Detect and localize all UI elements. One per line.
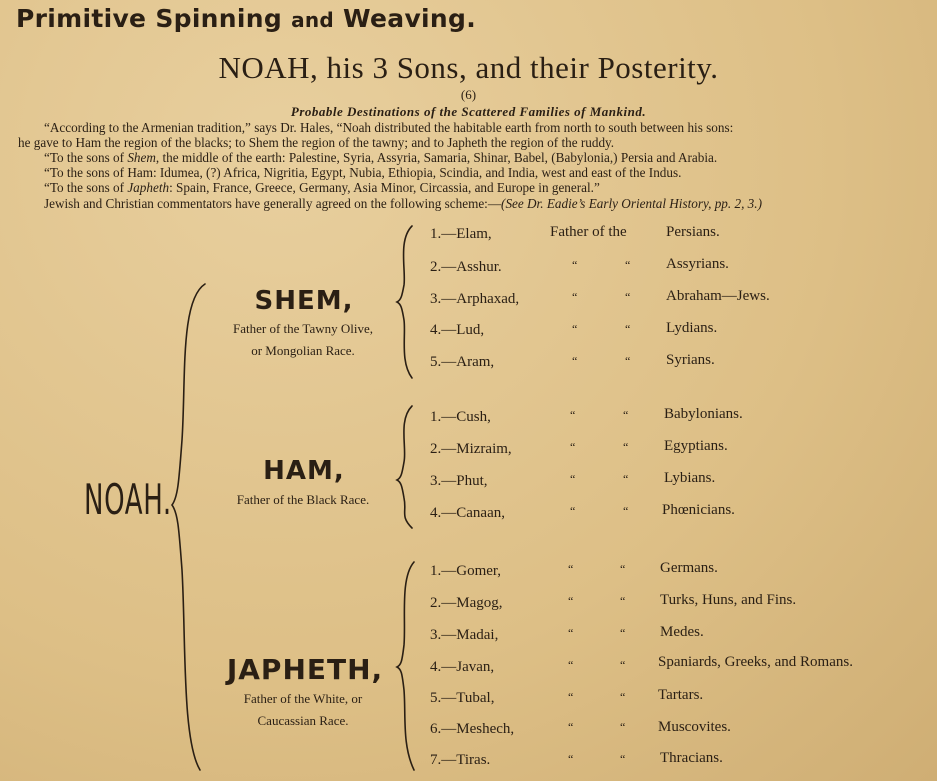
descendant-name: 5.—Aram,: [430, 354, 495, 370]
descendant-name: 3.—Madai,: [430, 627, 499, 643]
descendant-nation: Egyptians.: [664, 438, 728, 454]
ditto-mark: “: [568, 658, 574, 672]
ditto-mark: “: [572, 322, 578, 336]
noah-label: NOAH.: [84, 475, 172, 524]
main-title: NOAH, his 3 Sons, and their Posterity.: [218, 50, 719, 85]
intro-line-3-name: Shem: [127, 150, 156, 165]
descendant-name: 5.—Tubal,: [430, 690, 495, 706]
descendant-name: 2.—Mizraim,: [430, 441, 512, 457]
descendant-nation: Phœnicians.: [662, 502, 735, 518]
son-desc-japheth-1: Father of the White, or: [243, 691, 363, 706]
descendant-name: 2.—Magog,: [430, 595, 503, 611]
ditto-mark: “: [620, 626, 626, 640]
ditto-mark: “: [572, 290, 578, 304]
ditto-mark: “: [625, 290, 631, 304]
ditto-mark: “: [623, 408, 629, 422]
descendant-nation: Medes.: [660, 624, 704, 640]
descendant-nation: Turks, Huns, and Fins.: [660, 592, 797, 608]
descendant-nation: Thracians.: [660, 750, 723, 766]
ditto-mark: “: [570, 472, 576, 486]
ditto-mark: “: [620, 752, 626, 766]
ditto-mark: “: [620, 690, 626, 704]
ditto-mark: “: [620, 562, 626, 576]
ditto-mark: “: [623, 440, 629, 454]
descendant-name: 3.—Arphaxad,: [430, 291, 520, 307]
intro-line-3-post: , the middle of the earth: Palestine, Syria, Assyria, Samaria, Shinar, Babel, (Babylonia,) Persia and Arabia.: [155, 150, 718, 165]
descendant-name: 1.—Cush,: [430, 409, 491, 425]
ditto-mark: “: [568, 690, 574, 704]
ditto-mark: “: [623, 472, 629, 486]
ditto-mark: “: [568, 752, 574, 766]
ditto-mark: “: [570, 440, 576, 454]
ditto-mark: “: [620, 720, 626, 734]
descendant-nation: Muscovites.: [658, 719, 731, 735]
ditto-mark: “: [620, 658, 626, 672]
ditto-mark: “: [568, 626, 574, 640]
descendant-nation: Abraham—Jews.: [666, 288, 770, 304]
ditto-mark: “: [568, 720, 574, 734]
son-name-shem: SHEM,: [254, 286, 354, 316]
descendant-name: 4.—Canaan,: [430, 505, 505, 521]
header-title-part2: Weaving.: [343, 4, 476, 33]
intro-line-6-pre: Jewish and Christian commentators have generally agreed on the following scheme:—: [44, 196, 502, 211]
descendant-name: 3.—Phut,: [430, 473, 488, 489]
descendant-nation: Germans.: [660, 560, 718, 576]
ditto-mark: “: [570, 504, 576, 518]
descendant-nation: Babylonians.: [664, 406, 743, 422]
intro-line-3-pre: “To the sons of: [44, 150, 128, 165]
son-desc-shem-2: or Mongolian Race.: [251, 343, 355, 358]
descendant-nation: Persians.: [666, 224, 720, 240]
descendant-name: 1.—Gomer,: [430, 563, 502, 579]
descendant-name: 6.—Meshech,: [430, 721, 515, 737]
descendant-nation: Spaniards, Greeks, and Romans.: [658, 654, 853, 670]
ditto-mark: “: [620, 594, 626, 608]
descendant-nation: Syrians.: [666, 352, 715, 368]
descendant-name: 4.—Lud,: [430, 322, 485, 338]
intro-line-6-reference: (See Dr. Eadie’s Early Oriental History, pp. 2, 3.): [501, 196, 762, 211]
son-desc-shem-1: Father of the Tawny Olive,: [232, 321, 373, 336]
ditto-mark: “: [625, 354, 631, 368]
ditto-mark: “: [568, 562, 574, 576]
son-desc-ham-1: Father of the Black Race.: [236, 492, 370, 507]
header-title-and: and: [291, 8, 335, 32]
intro-line-2: he gave to Ham the region of the blacks; to Shem the region of the tawny; and to Japheth the region of the ruddy.: [18, 135, 615, 150]
intro-line-5-post: : Spain, France, Greece, Germany, Asia Minor, Circassia, and Europe in general.”: [169, 180, 600, 195]
ditto-mark: “: [625, 322, 631, 336]
ditto-mark: “: [623, 504, 629, 518]
descendant-nation: Assyrians.: [666, 256, 729, 272]
ditto-mark: “: [572, 258, 578, 272]
descendant-name: 4.—Javan,: [430, 659, 495, 675]
descendant-name: 1.—Elam,: [430, 226, 492, 242]
intro-line-4: “To the sons of Ham: Idumea, (?) Africa, Nigritia, Egypt, Nubia, Ethiopia, Scindia, and India, west and east of the Indus.: [44, 165, 682, 180]
son-name-japheth: JAPHETH,: [226, 653, 384, 686]
son-desc-japheth-2: Caucassian Race.: [257, 713, 349, 728]
descendant-relation: Father of the: [550, 224, 627, 240]
ditto-mark: “: [570, 408, 576, 422]
header-title-part1: Primitive Spinning: [16, 4, 283, 33]
ditto-mark: “: [625, 258, 631, 272]
descendant-nation: Lybians.: [664, 470, 716, 486]
subtitle: Probable Destinations of the Scattered Families of Mankind.: [290, 104, 647, 119]
intro-line-5-pre: “To the sons of: [44, 180, 128, 195]
ditto-mark: “: [568, 594, 574, 608]
intro-line-5-name: Japheth: [127, 180, 170, 195]
descendant-nation: Lydians.: [666, 320, 718, 336]
plate-number: (6): [460, 87, 477, 102]
descendant-name: 2.—Asshur.: [430, 259, 502, 275]
descendant-name: 7.—Tiras.: [430, 752, 491, 768]
ditto-mark: “: [572, 354, 578, 368]
intro-line-1: “According to the Armenian tradition,” says Dr. Hales, “Noah distributed the habitable earth from north to south between his sons:: [44, 120, 734, 135]
son-name-ham: HAM,: [263, 456, 345, 486]
descendant-nation: Tartars.: [658, 687, 704, 703]
